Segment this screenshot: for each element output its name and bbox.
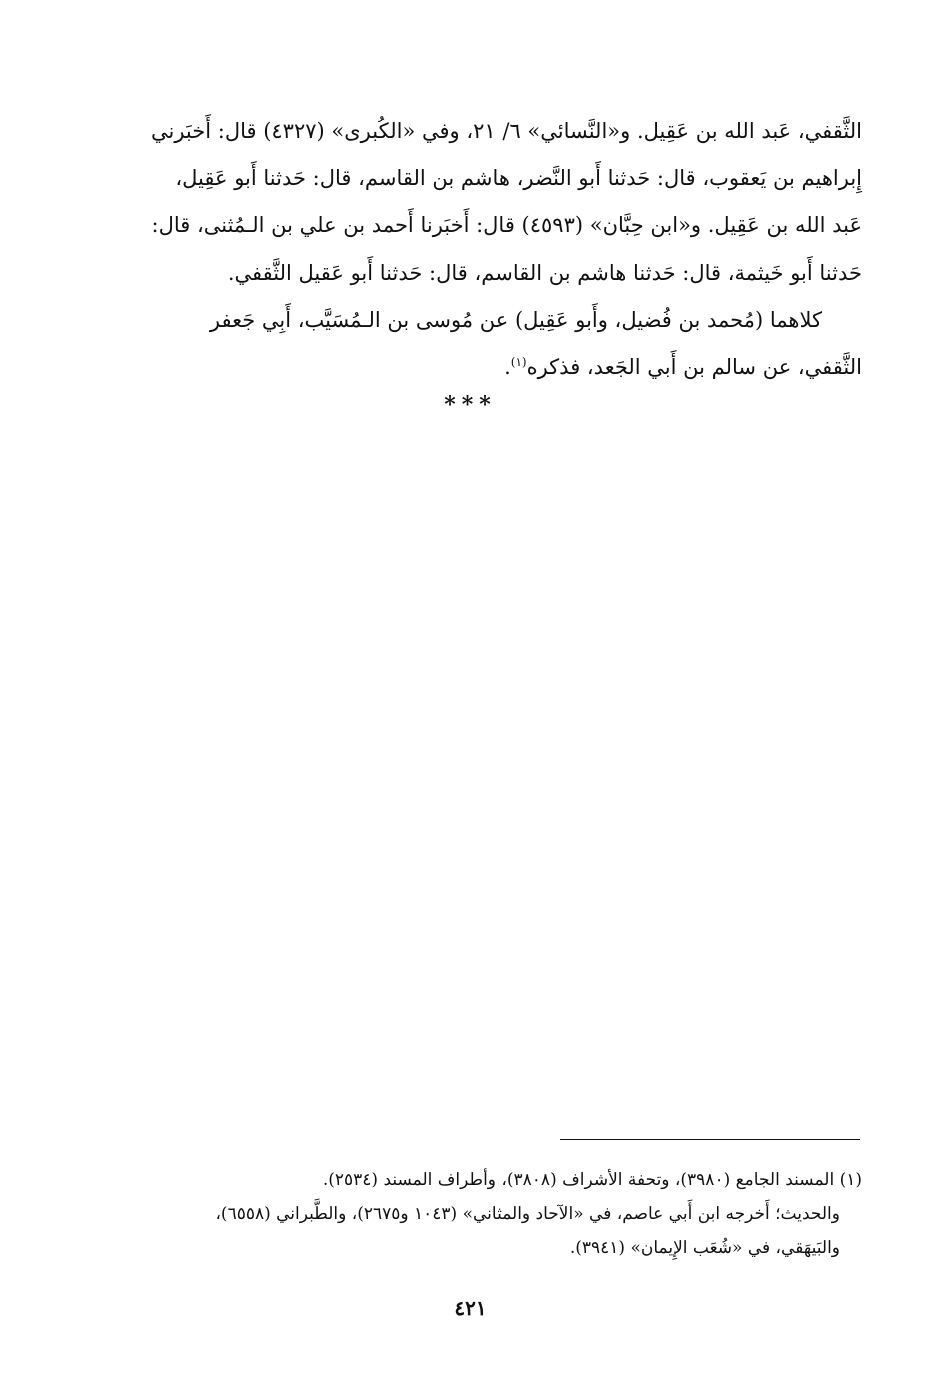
footnotes xyxy=(120,1163,862,1265)
text-span: الثَّقفي، عن سالم بن أَبي الجَعد، فذكره xyxy=(526,355,862,380)
main-text xyxy=(118,108,862,391)
text-line: عَبد الله بن عَقِيل. و«ابن حِبَّان» (٤٥٩٣) قال: أَخبَرنا أَحمد بن علي بن الـمُثنى، قال: xyxy=(151,213,862,238)
section-separator: *** xyxy=(444,392,497,418)
text-line-with-footnote xyxy=(118,344,862,391)
footnote-reference[interactable]: (١) xyxy=(510,355,527,370)
footnote-line: والحديث؛ أَخرجه ابن أَبي عاصم، في «الآحاد والمثاني» (١٠٤٣ و٢٦٧٥)، والطَّبراني (٦٥٥٨)، xyxy=(215,1204,840,1224)
text-line: الثَّقفي، عَبد الله بن عَقِيل. و«النَّسائي» ٦/ ٢١، وفي «الكُبرى» (٤٣٢٧) قال: أَخبَرني xyxy=(151,119,862,143)
text-line: كلاهما (مُحمد بن فُضيل، وأَبو عَقِيل) عن مُوسى بن الـمُسَيَّب، أَبِي جَعفر xyxy=(209,307,822,332)
footnote-line: (١) المسند الجامع (٣٩٨٠)، وتحفة الأشراف (٣٨٠٨)، وأطراف المسند (٢٥٣٤). xyxy=(322,1170,862,1190)
text-line: إِبراهيم بن يَعقوب، قال: حَدثنا أَبو النَّضر، هاشم بن القاسم، قال: حَدثنا أَبو عَقِيل، xyxy=(175,166,862,191)
page-number: ٤٢١ xyxy=(454,1296,487,1320)
text-line: حَدثنا أَبو خَيثمة، قال: حَدثنا هاشم بن القاسم، قال: حَدثنا أَبو عَقيل الثَّقفي. xyxy=(227,260,862,285)
text-span: . xyxy=(504,355,511,380)
footnote-divider xyxy=(560,1139,860,1140)
footnote-line: والبَيهَقي، في «شُعَب الإِيمان» (٣٩٤١). xyxy=(569,1238,840,1258)
